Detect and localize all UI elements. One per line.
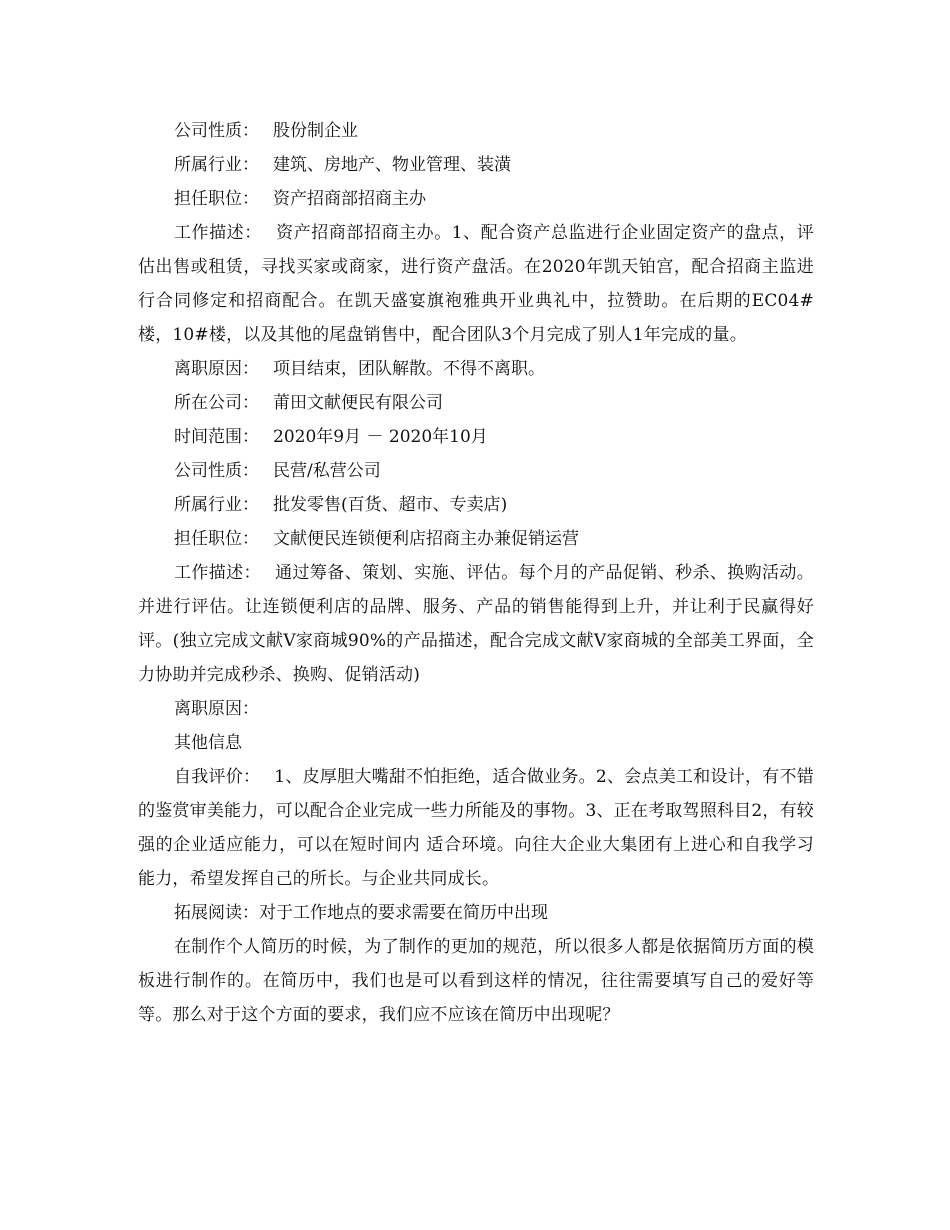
leave-reason-row bbox=[138, 352, 814, 386]
job-description-label: 工作描述： bbox=[174, 223, 262, 243]
period-label: 时间范围： bbox=[174, 427, 259, 447]
industry-row bbox=[138, 148, 814, 182]
document-body bbox=[138, 114, 814, 1032]
position-row-2 bbox=[138, 522, 814, 556]
position-label-2: 担任职位： bbox=[174, 529, 259, 549]
period-row bbox=[138, 420, 814, 454]
industry-value-2: 批发零售(百货、超市、专卖店) bbox=[273, 495, 508, 515]
industry-value: 建筑、房地产、物业管理、装潢 bbox=[273, 155, 511, 175]
job-description-value: 资产招商部招商主办。1、配合资产总监进行企业固定资产的盘点，评估出售或租赁，寻找买家或商家，进行资产盘活。在2020年凯天铂宫，配合招商主监进行合同修定和招商配合。在凯天盛宴旗袍雅典开业典礼中，拉赞助。在后期的EC04#楼，10#楼，以及其他的尾盘销售中，配合团队3个月完成了别人1年完成的量。 bbox=[138, 223, 815, 345]
company-nature-label-2: 公司性质： bbox=[174, 461, 259, 481]
closing-paragraph: 在制作个人简历的时候，为了制作的更加的规范，所以很多人都是依据简历方面的模板进行制作的。在简历中，我们也是可以看到这样的情况，往往需要填写自己的爱好等等。那么对于这个方面的要求，我们应不应该在简历中出现呢？ bbox=[138, 937, 814, 1025]
position-value-2: 文献便民连锁便利店招商主办兼促销运营 bbox=[273, 529, 579, 549]
job-description-paragraph bbox=[138, 216, 814, 352]
period-value: 2020年9月 － 2020年10月 bbox=[273, 427, 488, 447]
company-label: 所在公司： bbox=[174, 393, 259, 413]
industry-row-2 bbox=[138, 488, 814, 522]
company-nature-row bbox=[138, 114, 814, 148]
self-evaluation-value: 1、皮厚胆大嘴甜不怕拒绝，适合做业务。2、会点美工和设计，有不错的鉴赏审美能力，可以配合企业完成一些力所能及的事物。3、正在考取驾照科目2，有较强的企业适应能力，可以在短时间内 适合环境。向往大企业大集团有上进心和自我学习能力，希望发挥自己的所长。与企业共同成长。 bbox=[138, 767, 815, 889]
job-description-value-2: 通过筹备、策划、实施、评估。每个月的产品促销、秒杀、换购活动。并进行评估。让连锁便利店的品牌、服务、产品的销售能得到上升，并让利于民赢得好评。(独立完成文献Ⅴ家商城90%的产品描述，配合完成文献Ⅴ家商城的全部美工界面，全力协助并完成秒杀、换购、促销活动) bbox=[138, 563, 815, 685]
company-nature-value-2: 民营/私营公司 bbox=[273, 461, 381, 481]
job-description-label-2: 工作描述： bbox=[174, 563, 261, 583]
leave-reason-label: 离职原因： bbox=[174, 359, 259, 379]
job-description-paragraph-2 bbox=[138, 556, 814, 692]
other-info-heading: 其他信息 bbox=[174, 733, 242, 753]
self-evaluation-label: 自我评价： bbox=[174, 767, 261, 787]
position-value: 资产招商部招商主办 bbox=[273, 189, 426, 209]
leave-reason-label-2: 离职原因： bbox=[174, 699, 259, 719]
industry-label-2: 所属行业： bbox=[174, 495, 259, 515]
extended-reading-heading: 拓展阅读：对于工作地点的要求需要在简历中出现 bbox=[174, 903, 548, 923]
company-nature-value: 股份制企业 bbox=[273, 121, 358, 141]
position-row bbox=[138, 182, 814, 216]
company-nature-row-2 bbox=[138, 454, 814, 488]
leave-reason-value: 项目结束，团队解散。不得不离职。 bbox=[273, 359, 545, 379]
leave-reason-row-2 bbox=[138, 692, 814, 726]
company-row bbox=[138, 386, 814, 420]
company-value: 莆田文献便民有限公司 bbox=[273, 393, 443, 413]
position-label: 担任职位： bbox=[174, 189, 259, 209]
industry-label: 所属行业： bbox=[174, 155, 259, 175]
company-nature-label: 公司性质： bbox=[174, 121, 259, 141]
self-evaluation-paragraph bbox=[138, 760, 814, 896]
